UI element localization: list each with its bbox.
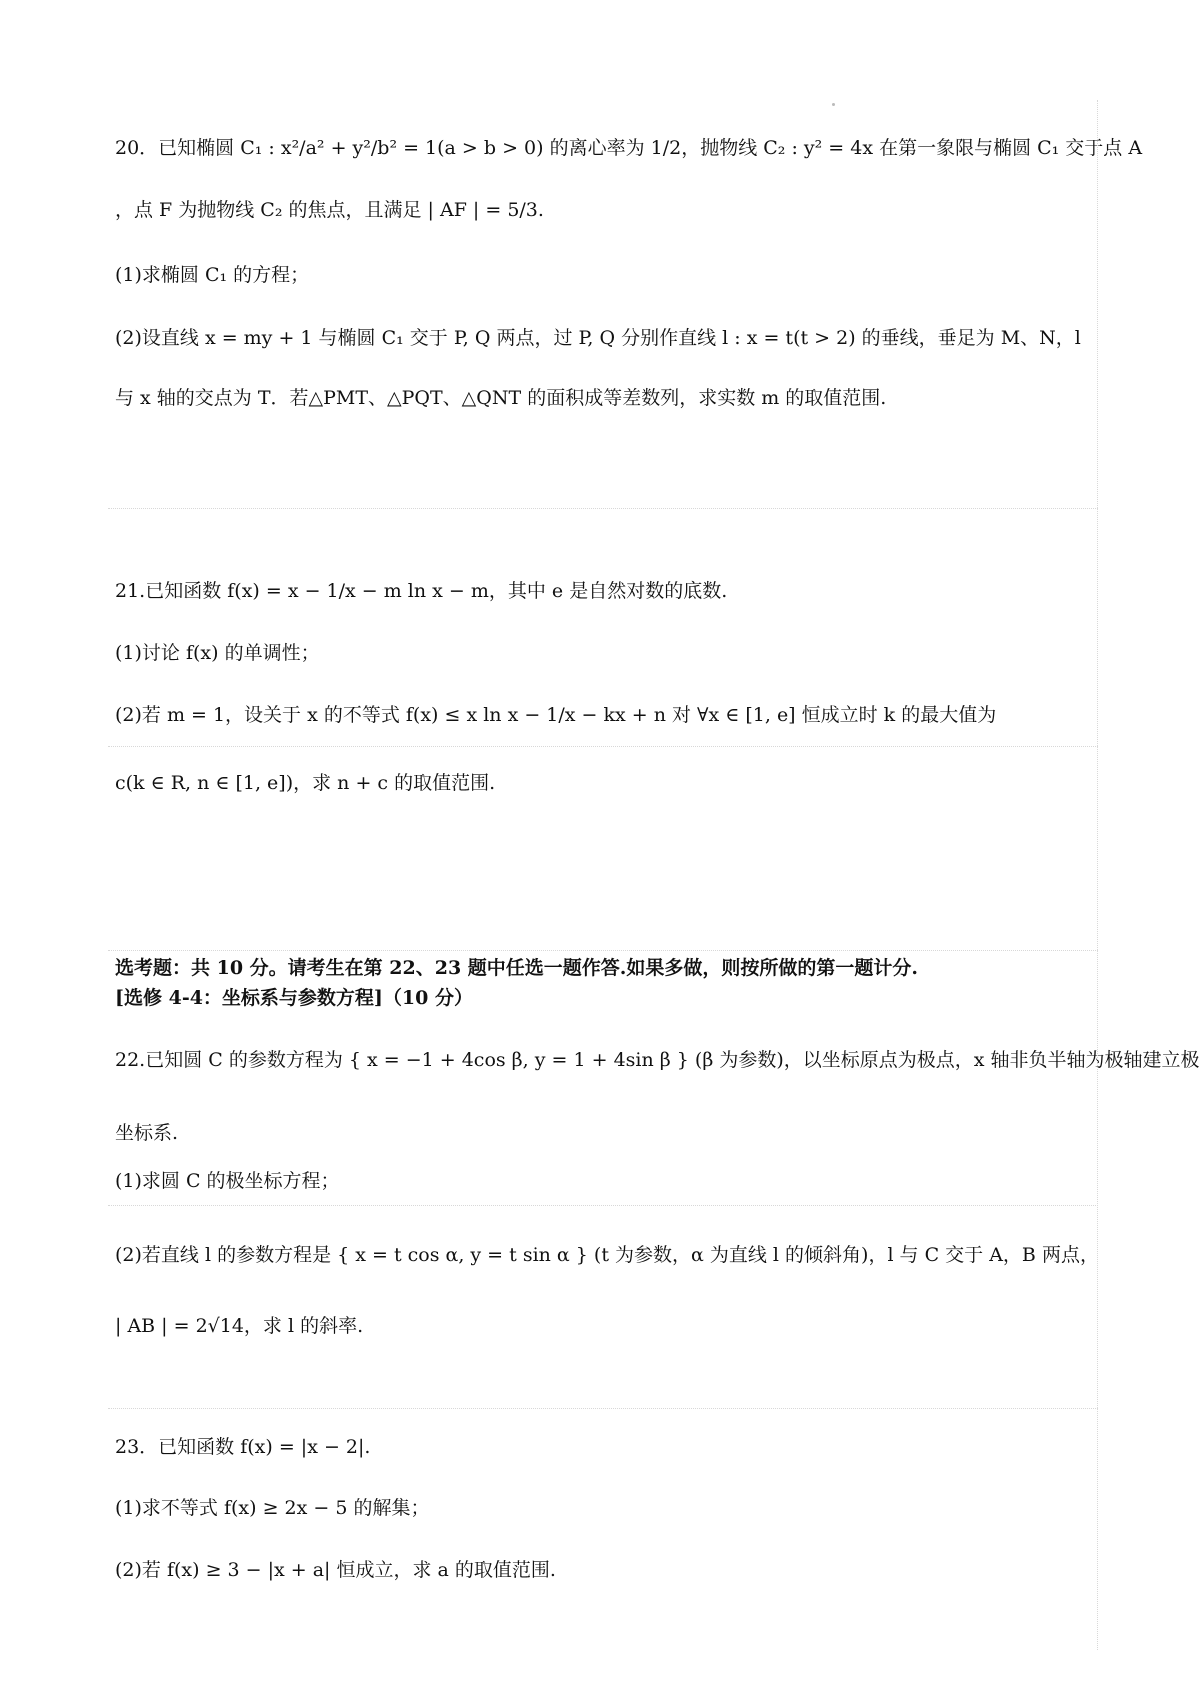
q22-part1: (1)求圆 C 的极坐标方程； [115, 1170, 340, 1192]
q23-part1: (1)求不等式 f(x) ≥ 2x − 5 的解集； [115, 1497, 430, 1519]
q20-statement-line1: 20．已知椭圆 C₁ : x²/a² + y²/b² = 1(a > b > 0) 的离心率为 1/2，抛物线 C₂ : y² = 4x 在第一象限与椭圆 C₁ 交于点 A [115, 137, 1143, 159]
q21-part2-line1: (2)若 m = 1，设关于 x 的不等式 f(x) ≤ x ln x − 1/x − kx + n 对 ∀x ∈ [1, e] 恒成立时 k 的最大值为 [115, 704, 997, 726]
q22-statement-line1: 22.已知圆 C 的参数方程为 { x = −1 + 4cos β, y = 1 + 4sin β } (β 为参数)，以坐标原点为极点，x 轴非负半轴为极轴建立极 [115, 1049, 1200, 1071]
q21-part1: (1)讨论 f(x) 的单调性； [115, 642, 320, 664]
divider [108, 1408, 1098, 1409]
q22-statement-line2: 坐标系. [115, 1122, 179, 1144]
divider [108, 950, 1098, 951]
q23-part2: (2)若 f(x) ≥ 3 − |x + a| 恒成立，求 a 的取值范围. [115, 1559, 556, 1581]
divider [108, 1205, 1098, 1206]
page-mark [832, 103, 835, 106]
q22-part2-line1: (2)若直线 l 的参数方程是 { x = t cos α, y = t sin α } (t 为参数，α 为直线 l 的倾斜角)，l 与 C 交于 A，B 两点， [115, 1244, 1099, 1266]
q22-part2-line2: | AB | = 2√14，求 l 的斜率. [115, 1315, 364, 1337]
q21-part2-line2: c(k ∈ R, n ∈ [1, e])，求 n + c 的取值范围. [115, 772, 496, 794]
right-margin-line [1097, 100, 1098, 1650]
divider [108, 746, 1098, 747]
q20-part1: (1)求椭圆 C₁ 的方程； [115, 264, 310, 286]
elective-section-title: [选修 4-4：坐标系与参数方程]（10 分） [115, 987, 473, 1009]
q20-part2-line2: 与 x 轴的交点为 T．若△PMT、△PQT、△QNT 的面积成等差数列，求实数 m 的取值范围. [115, 387, 887, 409]
q23-statement: 23．已知函数 f(x) = |x − 2|. [115, 1436, 371, 1458]
q20-statement-line2: ，点 F 为抛物线 C₂ 的焦点，且满足 | AF | = 5/3. [115, 199, 544, 221]
divider [108, 508, 1098, 509]
q20-part2-line1: (2)设直线 x = my + 1 与椭圆 C₁ 交于 P, Q 两点，过 P, Q 分别作直线 l : x = t(t > 2) 的垂线，垂足为 M、N，l [115, 327, 1081, 349]
elective-heading: 选考题：共 10 分。请考生在第 22、23 题中任选一题作答.如果多做，则按所做的第一题计分. [115, 957, 919, 979]
q21-statement: 21.已知函数 f(x) = x − 1/x − m ln x − m，其中 e 是自然对数的底数. [115, 580, 728, 602]
